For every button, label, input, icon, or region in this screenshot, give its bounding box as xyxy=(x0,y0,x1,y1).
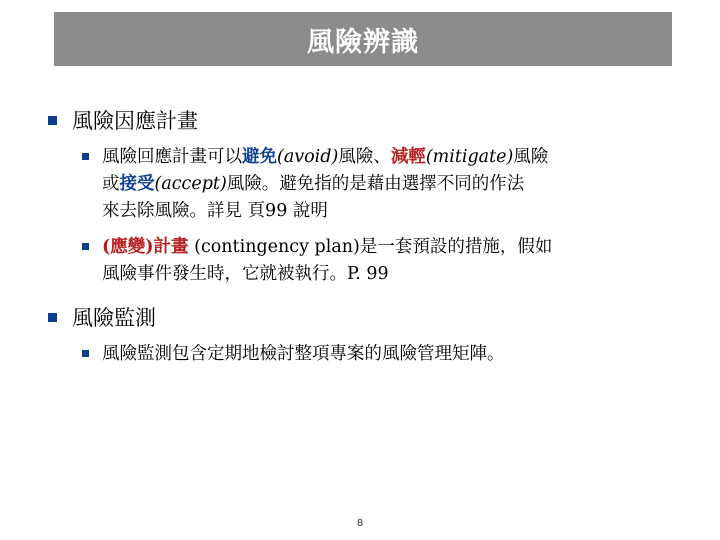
page-number: 8 xyxy=(356,518,364,529)
list-item-text xyxy=(102,144,682,225)
text-run: 來去除風險。詳見 頁99 說明 xyxy=(102,201,328,221)
list-item-text xyxy=(102,234,682,288)
square-bullet-icon xyxy=(82,153,89,160)
text-line xyxy=(102,171,682,198)
text-run: 風險 xyxy=(513,147,549,167)
text-run: 風險回應計畫可以 xyxy=(102,147,242,167)
text-run: 風險、 xyxy=(338,147,391,167)
text-line xyxy=(102,144,682,171)
term-avoid: (avoid) xyxy=(277,147,339,167)
text-line xyxy=(102,261,682,288)
text-line xyxy=(102,198,682,225)
text-line xyxy=(102,234,682,261)
emphasis-contingency: (應變)計畫 xyxy=(102,237,189,257)
section-heading-text: 風險監測 xyxy=(72,306,156,330)
section-heading-text: 風險因應計畫 xyxy=(72,109,198,133)
emphasis-accept: 接受 xyxy=(119,174,155,194)
square-bullet-icon xyxy=(82,243,89,250)
square-bullet-icon xyxy=(48,313,57,322)
term-accept: (accept) xyxy=(154,174,227,194)
list-item-text xyxy=(102,341,682,368)
square-bullet-icon xyxy=(48,116,57,125)
text-run: 風險。避免指的是藉由選擇不同的作法 xyxy=(226,174,525,194)
text-line xyxy=(102,341,682,368)
emphasis-mitigate: 減輕 xyxy=(390,147,426,167)
text-run: 風險監測包含定期地檢討整項專案的風險管理矩陣。 xyxy=(102,344,505,364)
text-run: (contingency plan)是一套預設的措施，假如 xyxy=(188,237,553,257)
text-run: 風險事件發生時，它就被執行。P. 99 xyxy=(102,264,389,284)
emphasis-avoid: 避免 xyxy=(242,147,277,167)
square-bullet-icon xyxy=(82,350,89,357)
term-mitigate: (mitigate) xyxy=(425,147,514,167)
text-run: 或 xyxy=(102,174,120,194)
slide-title-bar xyxy=(54,12,672,66)
slide-title: 風險辨識 xyxy=(307,26,419,58)
